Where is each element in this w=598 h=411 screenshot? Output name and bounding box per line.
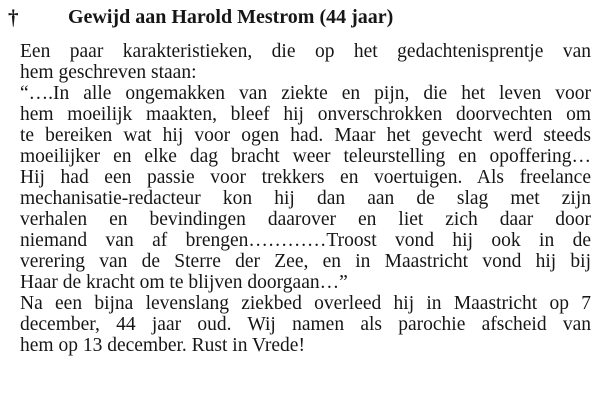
text-line: te bereiken wat hij voor ogen had. Maar het gevecht werd steeds bbox=[20, 125, 591, 146]
text-line: niemand van af brengen…………Troost vond hij ook in de bbox=[20, 230, 591, 251]
cross-icon: † bbox=[8, 5, 19, 29]
text-line: mechanisatie-redacteur kon hij dan aan de slag met zijn bbox=[20, 188, 591, 209]
text-line: Haar de kracht om te blijven doorgaan…” bbox=[20, 272, 348, 293]
text-line: hem moeilijk maakten, bleef hij onverschrokken doorvechten om bbox=[20, 104, 591, 125]
text-line: verering van de Sterre der Zee, en in Maastricht vond hij bij bbox=[20, 251, 591, 272]
text-line: Hij had een passie voor trekkers en voertuigen. Als freelance bbox=[20, 167, 591, 188]
text-line: “….In alle ongemakken van ziekte en pijn, die het leven voor bbox=[20, 83, 591, 104]
text-line: Na een bijna levenslang ziekbed overleed hij in Maastricht op 7 bbox=[20, 293, 591, 314]
memorial-text bbox=[20, 41, 591, 356]
text-line: hem geschreven staan: bbox=[20, 62, 197, 83]
text-line: december, 44 jaar oud. Wij namen als parochie afscheid van bbox=[20, 314, 591, 335]
text-line: verhalen en bevindingen daarover en liet zich daar door bbox=[20, 209, 591, 230]
heading bbox=[8, 2, 393, 32]
text-line: moeilijker en elke dag bracht weer teleurstelling en opoffering… bbox=[20, 146, 591, 167]
text-line: Een paar karakteristieken, die op het gedachtenisprentje van bbox=[20, 41, 591, 62]
text-line: hem op 13 december. Rust in Vrede! bbox=[20, 335, 305, 356]
memorial-title: Gewijd aan Harold Mestrom (44 jaar) bbox=[68, 6, 394, 28]
